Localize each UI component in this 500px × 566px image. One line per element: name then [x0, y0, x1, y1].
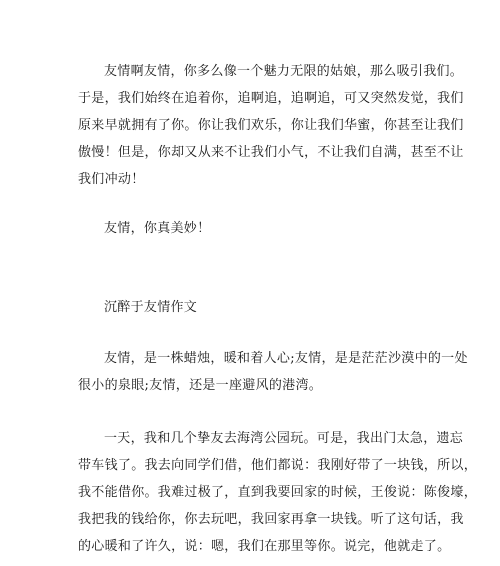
text-line: 我们冲动！: [78, 172, 145, 187]
paragraph-friendship-exclaim: [78, 215, 423, 242]
text-line: 带车钱了。我去向同学们借，他们都说：我刚好带了一块钱，所以，: [78, 458, 478, 473]
text-line: 友情，你真美妙！: [104, 221, 211, 236]
text-line: 原来早就拥有了你。你让我们欢乐，你让我们华蜜，你甚至让我们: [78, 118, 464, 133]
text-line: 的心暖和了许久，说：嗯，我们在那里等你。说完，他就走了。: [78, 539, 451, 554]
text-line: 友情啊友情，你多么像一个魅力无限的姑娘，那么吸引我们。: [104, 64, 464, 79]
text-line: 傲慢！但是，你却又从来不让我们小气，不让我们自满，甚至不让: [78, 145, 464, 160]
text-line: 一天，我和几个挚友去海湾公园玩。可是，我出门太急，遗忘: [104, 431, 464, 446]
text-line: 很小的泉眼;友情，还是一座避风的港湾。: [78, 378, 323, 393]
text-line: 我不能借你。我难过极了，直到我要回家的时候，王俊说：陈俊壕，: [78, 485, 478, 500]
paragraph-friendship-metaphor: [78, 345, 468, 399]
text-line: 于是，我们始终在追着你，追啊追，追啊追，可又突然发觉，我们: [78, 91, 464, 106]
text-line: 友情，是一株蜡烛，暖和着人心;友情，是是茫茫沙漠中的一处: [104, 351, 468, 366]
text-line: 我把我的钱给你，你去玩吧，我回家再拿一块钱。听了这句话，我: [78, 512, 464, 527]
paragraph-friendship-intro: [78, 58, 464, 193]
paragraph-park-story: [78, 425, 478, 560]
essay-title: 沉醉于友情作文: [104, 300, 198, 315]
